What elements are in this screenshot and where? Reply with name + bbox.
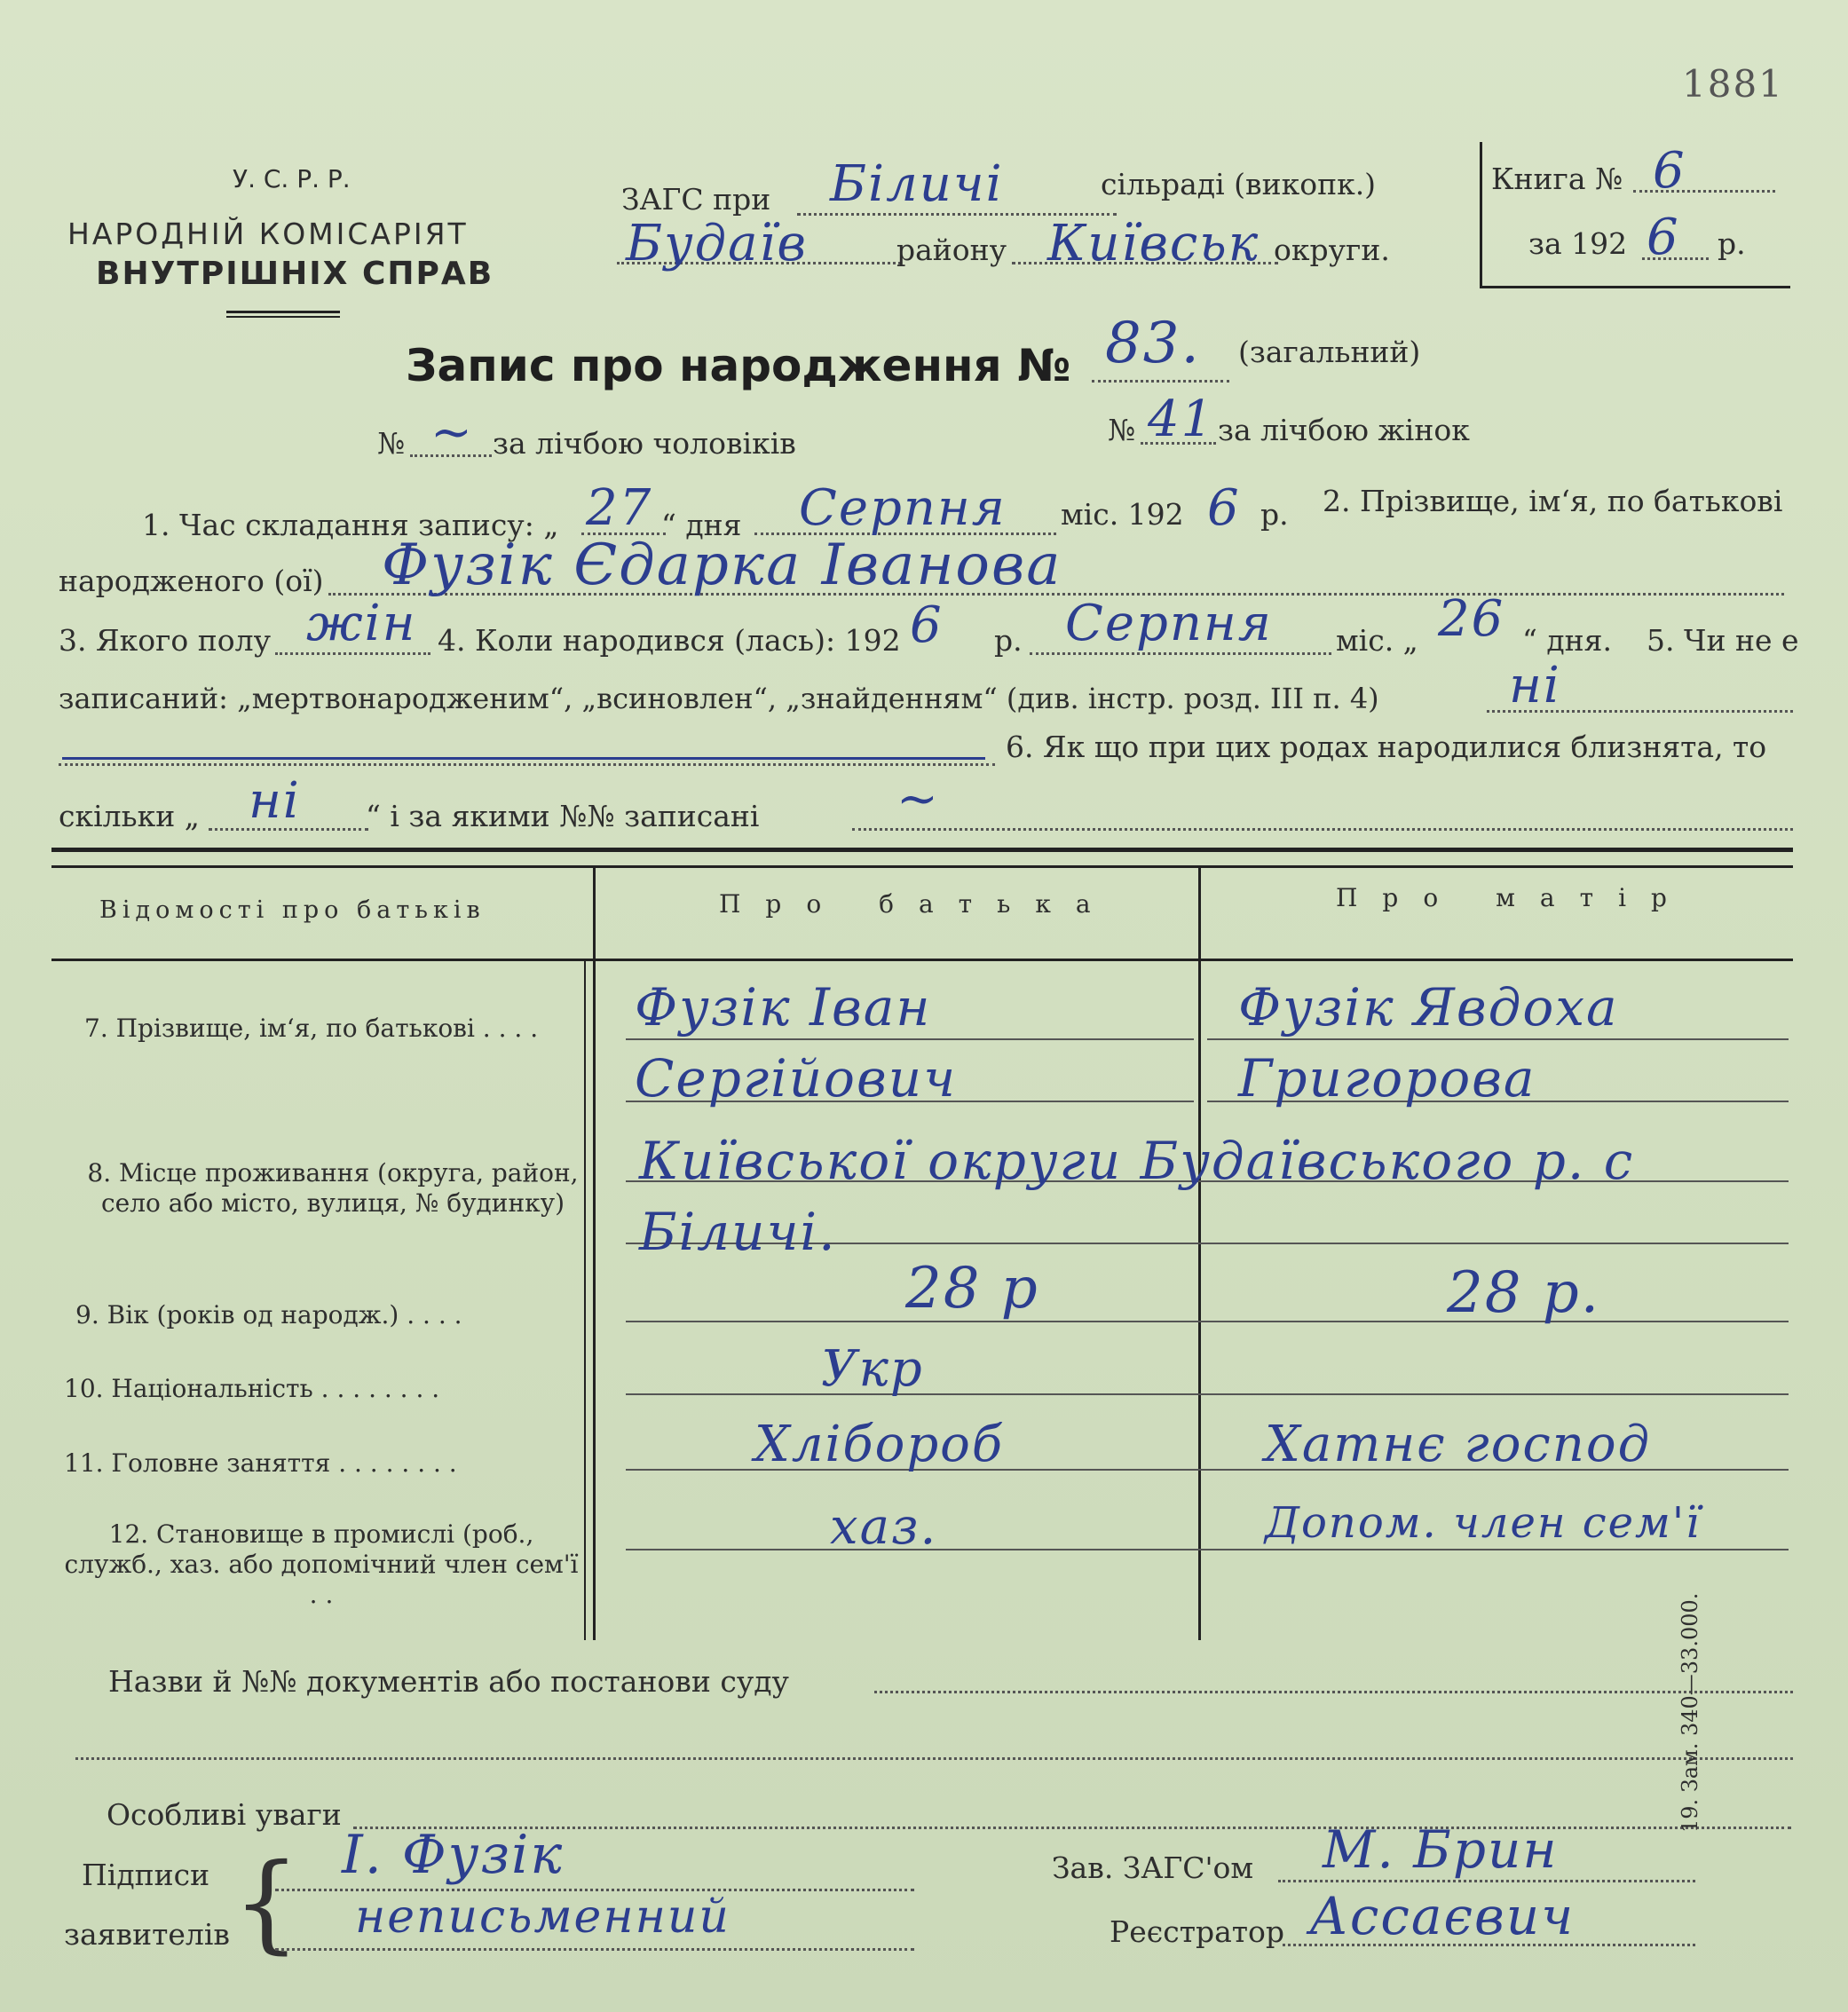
archive-number: 1881 bbox=[1682, 62, 1784, 106]
status-line bbox=[626, 1549, 1789, 1550]
signatures-label: Підписи bbox=[82, 1858, 210, 1892]
documents-label: Назви й №№ документів або постанови суду bbox=[108, 1664, 789, 1699]
table-col-divider-1b bbox=[584, 959, 586, 1640]
field1-year: 6 bbox=[1207, 479, 1241, 537]
women-count-label: за лічбою жінок bbox=[1218, 413, 1470, 447]
field6-value: ні bbox=[249, 772, 301, 830]
field5-strike bbox=[62, 757, 985, 760]
col-header-info: Відомості про батьків bbox=[99, 896, 486, 924]
registrar-signature: Ассаєвич bbox=[1309, 1886, 1576, 1946]
women-count-value: 41 bbox=[1148, 391, 1215, 448]
father-nationality: Укр bbox=[821, 1340, 924, 1398]
book-year-label: за 192 bbox=[1528, 226, 1628, 261]
okrug-label: округи. bbox=[1274, 233, 1390, 267]
field4-month-label: міс. „ bbox=[1336, 623, 1418, 658]
row10-label: 10. Національність . . . . . . . . bbox=[64, 1374, 440, 1403]
men-count-prefix: № bbox=[377, 426, 406, 461]
district-value: Будаїв bbox=[626, 215, 809, 272]
applicant-sig-line-2 bbox=[275, 1948, 914, 1951]
field6-label: 6. Як що при цих родах народилися близнята, то bbox=[1006, 730, 1767, 764]
row7-label: 7. Прізвище, ім‘я, по батькові . . . . bbox=[84, 1014, 539, 1043]
women-count-prefix: № bbox=[1108, 413, 1136, 447]
field1-year-suffix: р. bbox=[1260, 497, 1289, 532]
field4-month: Серпня bbox=[1065, 595, 1273, 652]
okrug-value: Київськ bbox=[1047, 215, 1260, 272]
brace: { bbox=[233, 1842, 301, 1965]
print-mark: 19. Зам. 340—33.000. bbox=[1678, 1592, 1702, 1833]
book-box-bottom bbox=[1480, 286, 1790, 288]
table-top-rule-2 bbox=[51, 865, 1793, 868]
field6-numbers-line bbox=[852, 828, 1793, 831]
age-line bbox=[626, 1321, 1789, 1322]
field5-label-2: записаний: „мертвонародженим“, „всиновлен“, „знайденням“ (див. інстр. розд. III п. 4) bbox=[59, 682, 1379, 715]
field5-value: ні bbox=[1509, 657, 1561, 714]
father-name: Фузік Іван Сергійович bbox=[635, 977, 958, 1109]
notes-line bbox=[353, 1827, 1791, 1829]
field2-label-2: народженого (ої) bbox=[59, 564, 324, 598]
father-residence: Київської округи Будаївського р. с Біличі. bbox=[639, 1131, 1635, 1262]
field6-label-2: скільки „ bbox=[59, 799, 200, 833]
book-label: Книга № bbox=[1491, 162, 1623, 196]
row9-label: 9. Вік (років од народж.) . . . . bbox=[75, 1300, 462, 1329]
field4-day: 26 bbox=[1438, 590, 1505, 648]
col-header-father: Про батька bbox=[719, 889, 1116, 919]
row8-label: 8. Місце проживання (округа, район, село або місто, вулиця, № будинку) bbox=[87, 1158, 579, 1218]
head-sig-line bbox=[1278, 1880, 1695, 1882]
field2-label: 2. Прізвище, ім‘я, по батькові bbox=[1323, 484, 1783, 518]
documents-line bbox=[874, 1691, 1793, 1693]
book-number: 6 bbox=[1653, 142, 1686, 200]
field1-label: 1. Час складання запису: „ bbox=[142, 508, 559, 542]
table-col-divider-1 bbox=[593, 868, 596, 1640]
field4-label: 4. Коли народився (лась): 192 bbox=[438, 623, 901, 658]
field2-value: Фузік Єдарка Іванова bbox=[382, 533, 1062, 598]
mother-name: Фузік Явдоха Григорова bbox=[1238, 977, 1619, 1109]
record-number-line bbox=[1092, 380, 1229, 383]
field3-value: жін bbox=[306, 595, 417, 652]
mother-age: 28 р. bbox=[1447, 1260, 1601, 1326]
field1-day-suffix: “ дня bbox=[661, 508, 742, 542]
field4-month-line bbox=[1030, 652, 1331, 655]
republic-label: У. С. Р. Р. bbox=[233, 164, 351, 193]
field4-year: 6 bbox=[910, 596, 944, 654]
row11-label: 11. Головне заняття . . . . . . . . bbox=[64, 1448, 457, 1478]
nationality-line bbox=[626, 1393, 1789, 1395]
head-signature: М. Брин bbox=[1323, 1819, 1559, 1880]
field3-line bbox=[275, 652, 430, 655]
father-age: 28 р bbox=[905, 1256, 1039, 1322]
row12-label: 12. Становище в промислі (роб., служб., хаз. або допомічний член сем'ї . . bbox=[64, 1519, 579, 1609]
men-count-value: ~ bbox=[430, 404, 474, 462]
header-rule-2 bbox=[226, 316, 340, 318]
mother-occupation: Хатнє господ bbox=[1265, 1416, 1652, 1473]
zags-village: Біличі bbox=[830, 155, 1004, 213]
book-year-suffix: р. bbox=[1718, 226, 1746, 261]
col-header-mother: Про матір bbox=[1336, 883, 1692, 912]
field3-label: 3. Якого полу bbox=[59, 623, 272, 658]
record-title-suffix: (загальний) bbox=[1238, 335, 1421, 369]
zags-prefix: ЗАГС при bbox=[621, 182, 771, 217]
zags-suffix: сільраді (викопк.) bbox=[1101, 167, 1377, 201]
field4-year-suffix: р. bbox=[994, 623, 1023, 658]
header-rule bbox=[226, 311, 340, 313]
table-top-rule bbox=[51, 848, 1793, 852]
father-occupation: Хлібороб bbox=[754, 1416, 1005, 1473]
field6-value-2: ~ bbox=[896, 770, 940, 828]
field1-month-label: міс. 192 bbox=[1061, 497, 1184, 532]
father-status: хаз. bbox=[830, 1498, 938, 1556]
applicants-label: заявителів bbox=[64, 1917, 230, 1952]
field1-day: 27 bbox=[586, 479, 653, 537]
commissariat-line1: НАРОДНІЙ КОМІСАРІЯТ bbox=[67, 217, 469, 251]
field5-label: 5. Чи не е bbox=[1647, 623, 1799, 658]
field5-line-2 bbox=[59, 763, 995, 766]
record-number: 83. bbox=[1105, 311, 1201, 376]
field4-day-suffix: “ дня. bbox=[1522, 623, 1612, 658]
head-label: Зав. ЗАГС'ом bbox=[1052, 1850, 1254, 1885]
applicant-signature-1: І. Фузік bbox=[342, 1824, 565, 1886]
table-header-rule bbox=[51, 959, 1793, 961]
book-box-left bbox=[1480, 142, 1482, 288]
commissariat-line2: ВНУТРІШНІХ СПРАВ bbox=[96, 256, 494, 292]
district-label: району bbox=[896, 233, 1007, 267]
notes-label: Особливі уваги bbox=[107, 1797, 342, 1832]
applicant-signature-2: неписьменний bbox=[355, 1890, 731, 1944]
book-year-digit: 6 bbox=[1647, 209, 1680, 266]
mother-status: Допом. член сем'ї bbox=[1265, 1498, 1702, 1548]
registrar-label: Реєстратор bbox=[1110, 1914, 1285, 1949]
field6-label-3: “ і за якими №№ записані bbox=[366, 799, 760, 833]
men-count-label: за лічбою чоловіків bbox=[493, 426, 796, 461]
documents-line-2 bbox=[75, 1757, 1793, 1760]
record-title: Запис про народження № bbox=[406, 340, 1071, 391]
field1-month: Серпня bbox=[799, 479, 1007, 537]
